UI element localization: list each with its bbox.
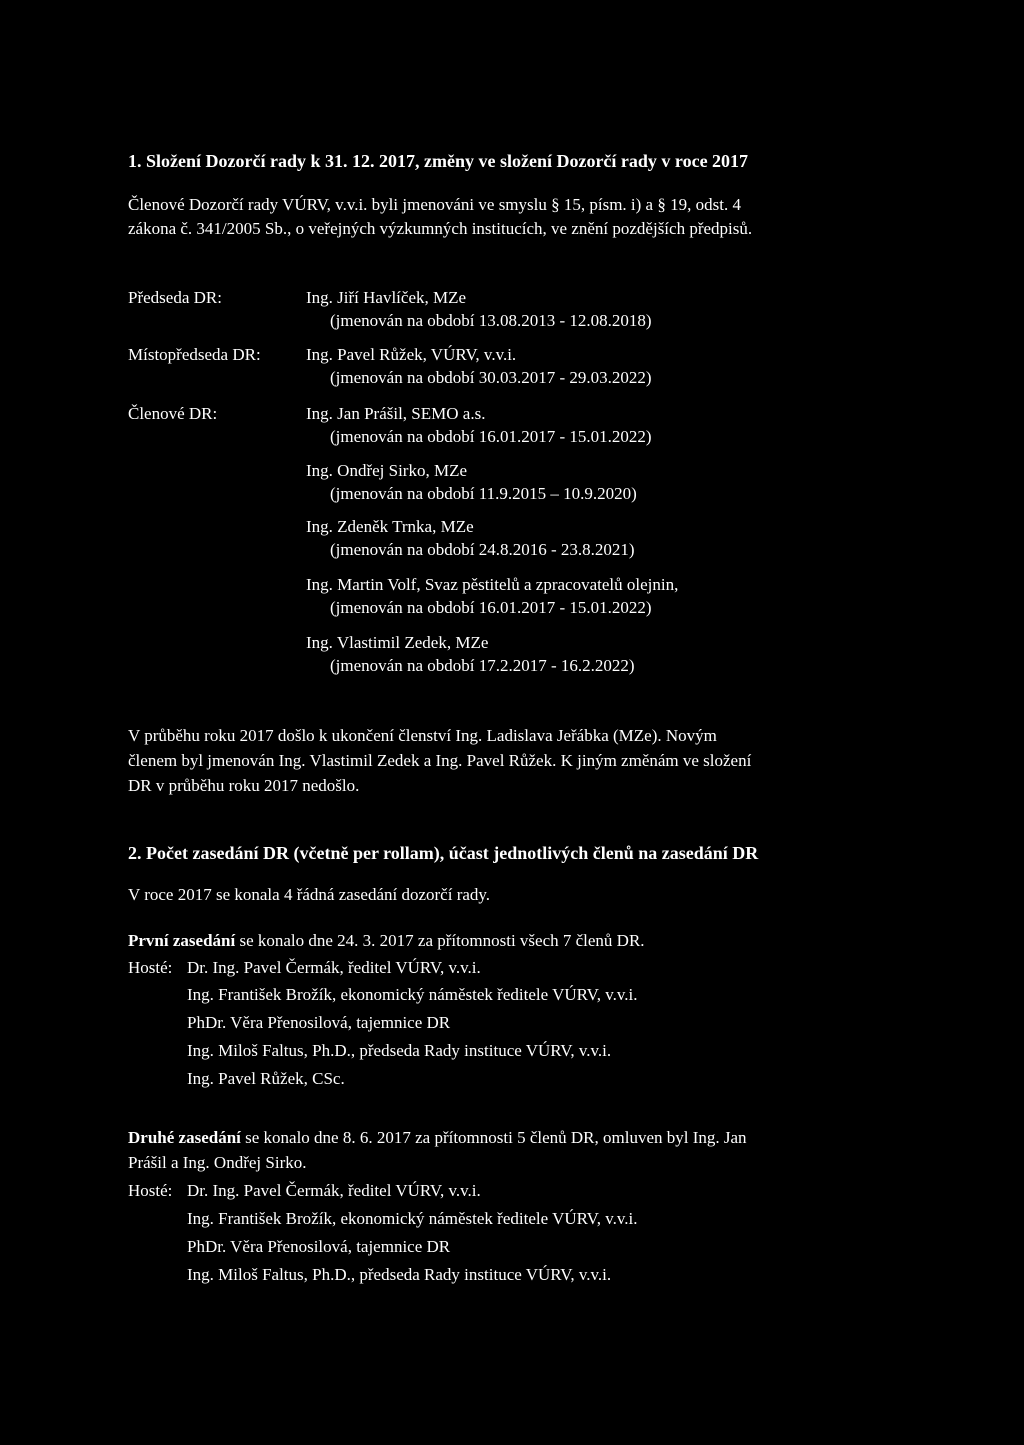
guest-item: Ing. František Brožík, ekonomický náměstek ředitele VÚRV, v.v.i.: [187, 985, 638, 1004]
section2-intro: V roce 2017 se konala 4 řádná zasedání dozorčí rady.: [128, 885, 491, 904]
meeting2-guests-label: Hosté:: [128, 1181, 173, 1200]
person-name: Ing. Pavel Růžek, VÚRV, v.v.i.: [306, 345, 517, 364]
role-label-members: Členové DR:: [128, 404, 218, 423]
section1-heading: 1. Složení Dozorčí rady k 31. 12. 2017, změny ve složení Dozorčí rady v roce 2017: [128, 151, 749, 171]
guest-item: Ing. Miloš Faltus, Ph.D., předseda Rady instituce VÚRV, v.v.i.: [187, 1265, 612, 1284]
meeting2-summary-line2: Prášil a Ing. Ondřej Sirko.: [128, 1153, 307, 1172]
section2-heading: 2. Počet zasedání DR (včetně per rollam), účast jednotlivých členů na zasedání DR: [128, 843, 759, 863]
guest-item: Dr. Ing. Pavel Čermák, ředitel VÚRV, v.v.i.: [187, 958, 481, 977]
meeting1-text: se konalo dne 24. 3. 2017 za přítomnosti všech 7 členů DR.: [235, 931, 645, 950]
person-term: (jmenován na období 13.08.2013 - 12.08.2018): [330, 311, 652, 330]
guest-item: PhDr. Věra Přenosilová, tajemnice DR: [187, 1013, 451, 1032]
person-term: (jmenován na období 11.9.2015 – 10.9.2020): [330, 484, 637, 503]
person-name: Ing. Martin Volf, Svaz pěstitelů a zpracovatelů olejnin,: [306, 575, 679, 594]
person-name: Ing. Jiří Havlíček, MZe: [306, 288, 467, 307]
meeting2-summary: [128, 1127, 747, 1149]
changes-line3: DR v průběhu roku 2017 nedošlo.: [128, 776, 360, 795]
role-label-vice-chair: Místopředseda DR:: [128, 345, 261, 364]
person-term: (jmenován na období 16.01.2017 - 15.01.2022): [330, 598, 652, 617]
meeting1-title: První zasedání: [128, 931, 236, 950]
role-label-chair: Předseda DR:: [128, 288, 222, 307]
person-name: Ing. Jan Prášil, SEMO a.s.: [306, 404, 486, 423]
person-term: (jmenován na období 24.8.2016 - 23.8.2021): [330, 540, 635, 559]
meeting1-summary: [128, 930, 645, 952]
meeting2-text: se konalo dne 8. 6. 2017 za přítomnosti 5 členů DR, omluven byl Ing. Jan: [240, 1128, 747, 1147]
meeting2-title: Druhé zasedání: [128, 1128, 241, 1147]
changes-line1: V průběhu roku 2017 došlo k ukončení členství Ing. Ladislava Jeřábka (MZe). Novým: [128, 726, 717, 745]
person-term: (jmenován na období 30.03.2017 - 29.03.2022): [330, 368, 652, 387]
person-name: Ing. Zdeněk Trnka, MZe: [306, 517, 474, 536]
guest-item: Ing. Pavel Růžek, CSc.: [187, 1069, 345, 1088]
person-term: (jmenován na období 17.2.2017 - 16.2.2022): [330, 656, 635, 675]
changes-line2: členem byl jmenován Ing. Vlastimil Zedek a Ing. Pavel Růžek. K jiným změnám ve složení: [128, 751, 752, 770]
guest-item: Ing. Miloš Faltus, Ph.D., předseda Rady instituce VÚRV, v.v.i.: [187, 1041, 612, 1060]
guest-item: Dr. Ing. Pavel Čermák, ředitel VÚRV, v.v.i.: [187, 1181, 481, 1200]
section1-intro-line2: zákona č. 341/2005 Sb., o veřejných výzkumných institucích, ve znění pozdějších předpisů.: [128, 219, 753, 238]
section1-intro-line1: Členové Dozorčí rady VÚRV, v.v.i. byli jmenováni ve smyslu § 15, písm. i) a § 19, odst. 4: [128, 195, 741, 214]
guest-item: Ing. František Brožík, ekonomický náměstek ředitele VÚRV, v.v.i.: [187, 1209, 638, 1228]
guest-item: PhDr. Věra Přenosilová, tajemnice DR: [187, 1237, 451, 1256]
meeting1-guests-label: Hosté:: [128, 958, 173, 977]
person-term: (jmenován na období 16.01.2017 - 15.01.2022): [330, 427, 652, 446]
person-name: Ing. Vlastimil Zedek, MZe: [306, 633, 489, 652]
person-name: Ing. Ondřej Sirko, MZe: [306, 461, 468, 480]
